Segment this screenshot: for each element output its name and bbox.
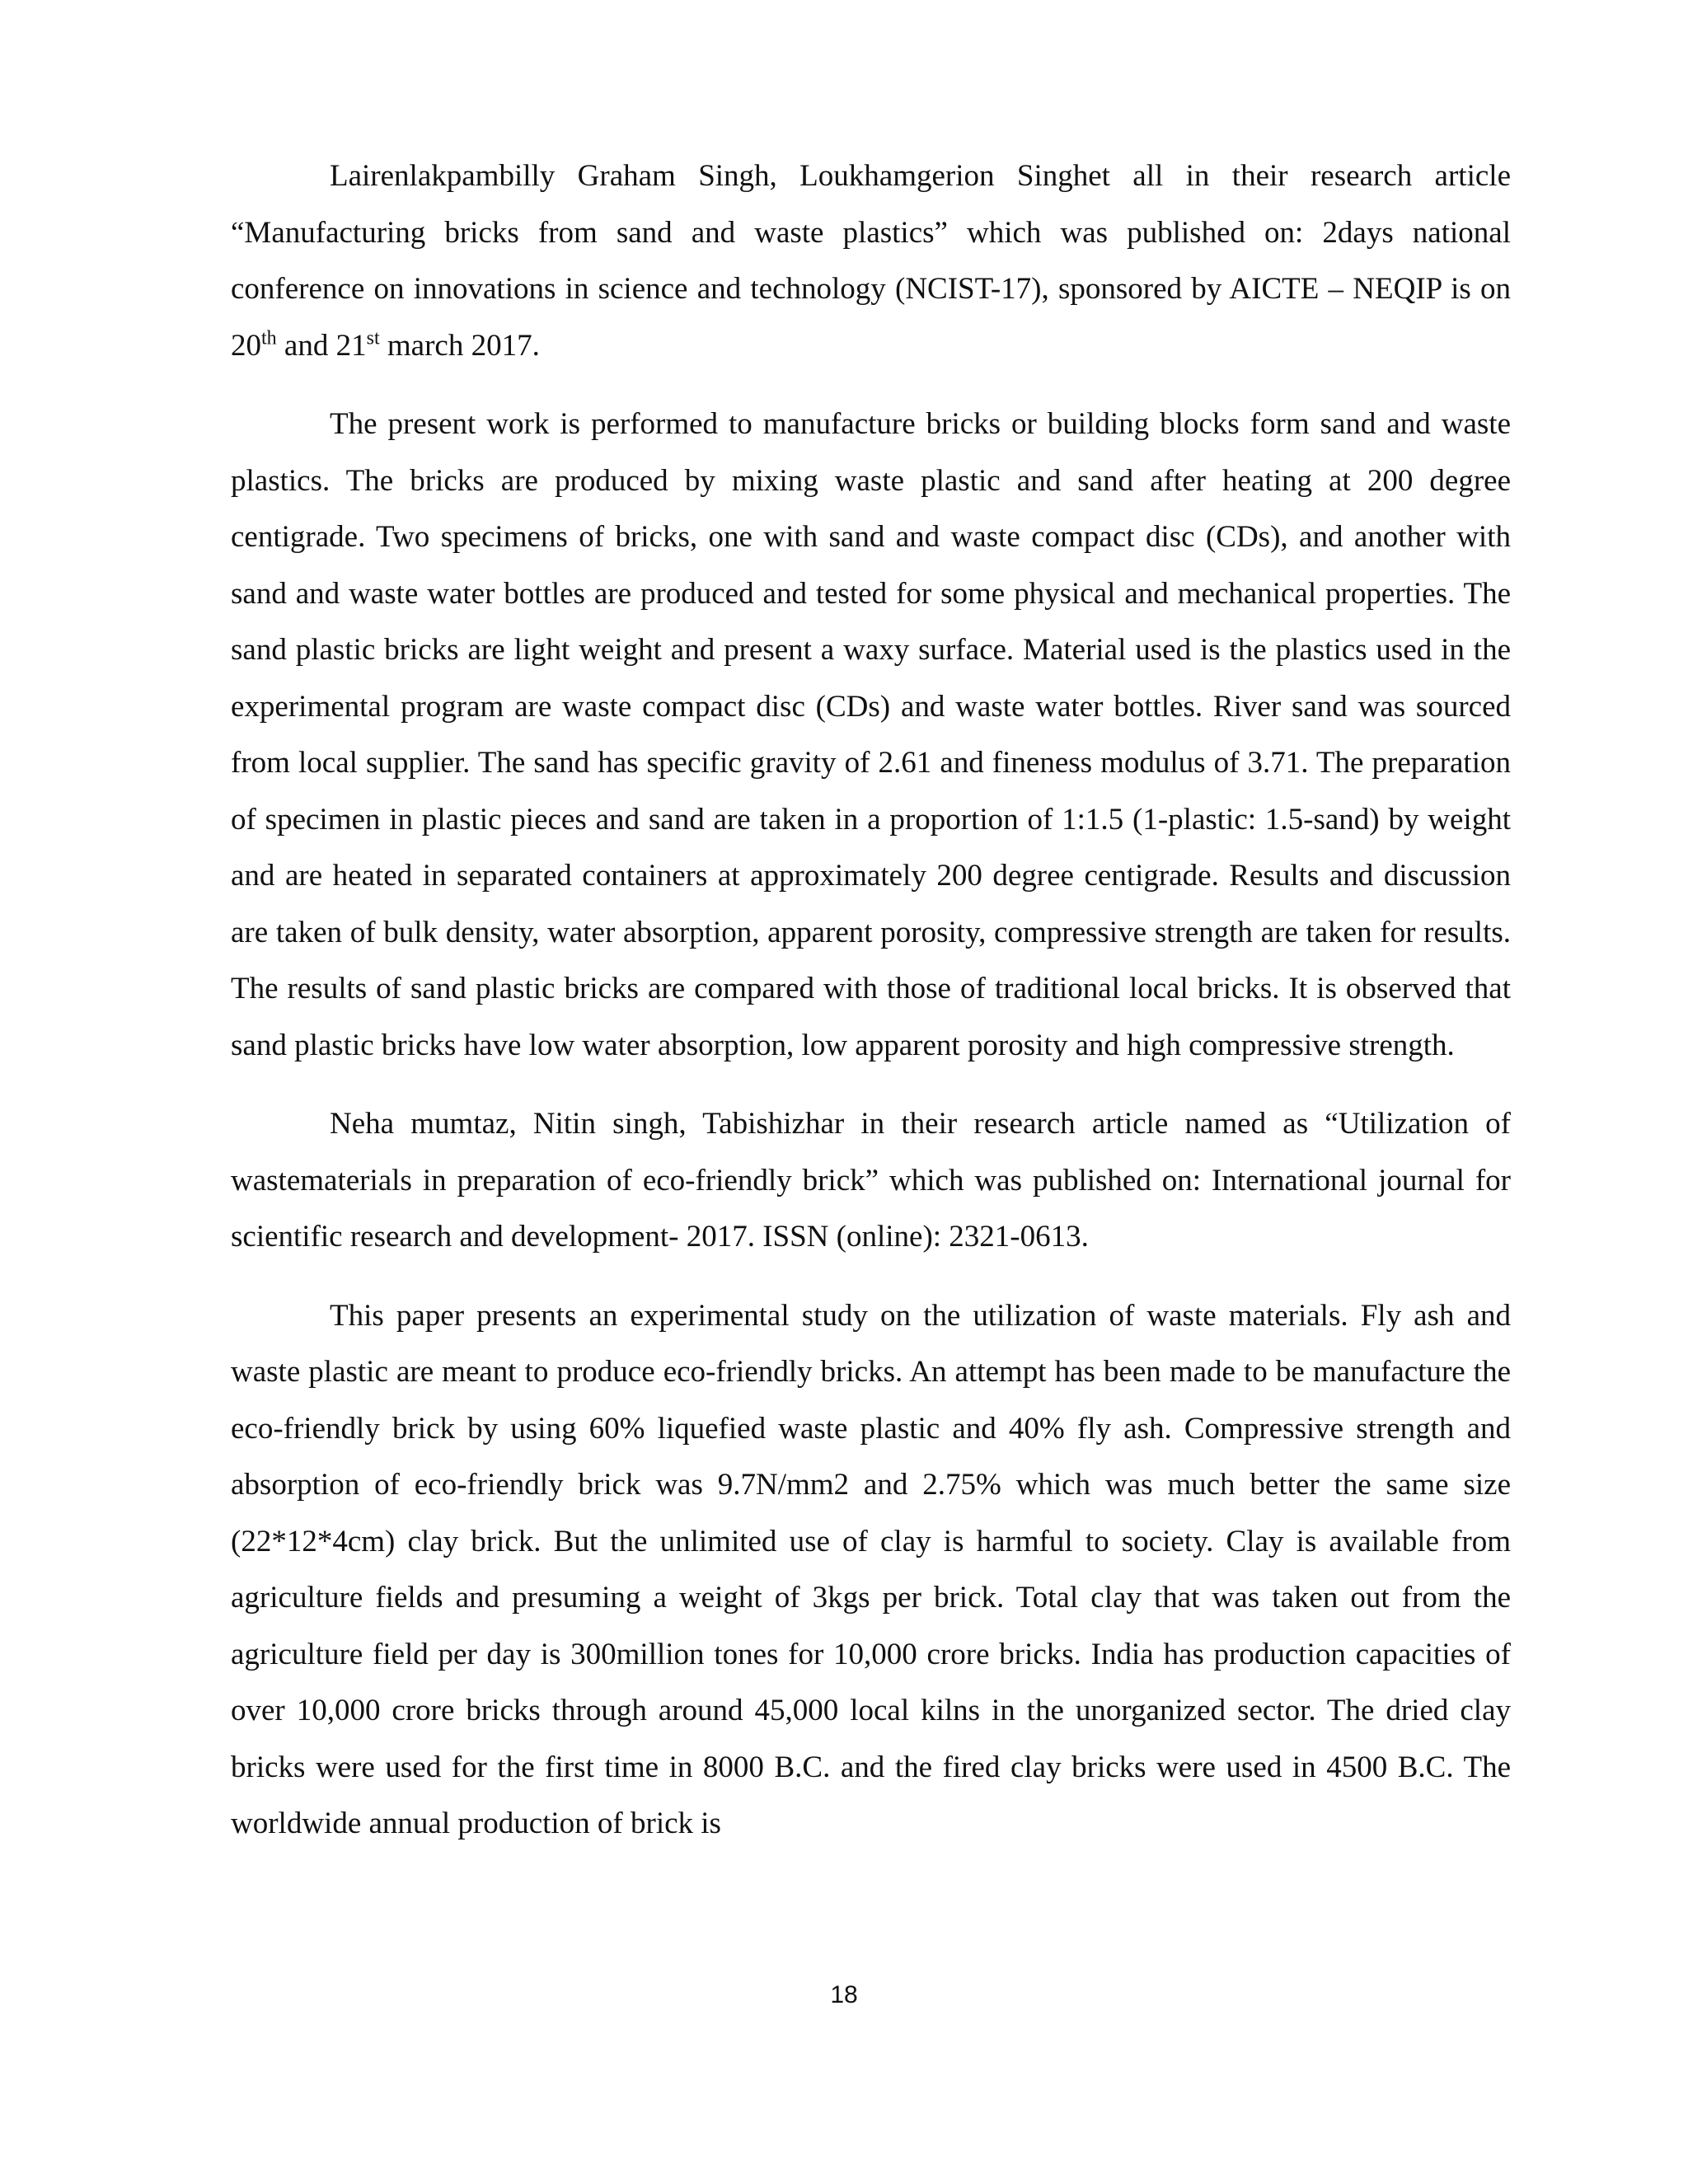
- citation-text-part-1: Lairenlakpambilly Graham Singh, Loukhamgerion Singhet all in their research article “Manufacturing bricks from sand and waste plastics” which was published on: 2days national conference on innovations in science and technology (NCIST-17), sponsored by AICTE – NEQIP is on 20: [231, 159, 1511, 363]
- superscript-st: st: [366, 327, 380, 349]
- citation-text-part-2: and 21: [276, 328, 367, 363]
- citation-text-part-3: march 2017.: [379, 328, 540, 363]
- document-body: [231, 148, 1511, 1875]
- page-number: 18: [830, 1981, 858, 2008]
- superscript-th: th: [261, 327, 277, 349]
- paragraph-mumtaz-citation: Neha mumtaz, Nitin singh, Tabishizhar in their research article named as “Utilization of wastematerials in preparation of eco-friendly brick” which was published on: International journal for scientific research and development- 2017. ISSN (online): 2321-0613.: [231, 1107, 1511, 1254]
- paragraph-sand-plastic-summary: The present work is performed to manufacture bricks or building blocks form sand and waste plastics. The bricks are produced by mixing waste plastic and sand after heating at 200 degree centigrade. Two specimens of bricks, one with sand and waste compact disc (CDs), and another with sand and waste water bottles are produced and tested for some physical and mechanical properties. The sand plastic bricks are light weight and present a waxy surface. Material used is the plastics used in the experimental program are waste compact disc (CDs) and waste water bottles. River sand was sourced from local supplier. The sand has specific gravity of 2.61 and fineness modulus of 3.71. The preparation of specimen in plastic pieces and sand are taken in a proportion of 1:1.5 (1-plastic: 1.5-sand) by weight and are heated in separated containers at approximately 200 degree centigrade. Results and discussion are taken of bulk density, water absorption, apparent porosity, compressive strength are taken for results. The results of sand plastic bricks are compared with those of traditional local bricks. It is observed that sand plastic bricks have low water absorption, low apparent porosity and high compressive strength.: [231, 407, 1511, 1062]
- paragraph-singh-citation: [231, 148, 1511, 374]
- paragraph-eco-brick-summary: This paper presents an experimental study on the utilization of waste materials. Fly ash and waste plastic are meant to produce eco-friendly bricks. An attempt has been made to be manufacture the eco-friendly brick by using 60% liquefied waste plastic and 40% fly ash. Compressive strength and absorption of eco-friendly brick was 9.7N/mm2 and 2.75% which was much better the same size (22*12*4cm) clay brick. But the unlimited use of clay is harmful to society. Clay is available from agriculture fields and presuming a weight of 3kgs per brick. Total clay that was taken out from the agriculture field per day is 300million tones for 10,000 crore bricks. India has production capacities of over 10,000 crore bricks through around 45,000 local kilns in the unorganized sector. The dried clay bricks were used for the first time in 8000 B.C. and the fired clay bricks were used in 4500 B.C. The worldwide annual production of brick is: [231, 1298, 1511, 1840]
